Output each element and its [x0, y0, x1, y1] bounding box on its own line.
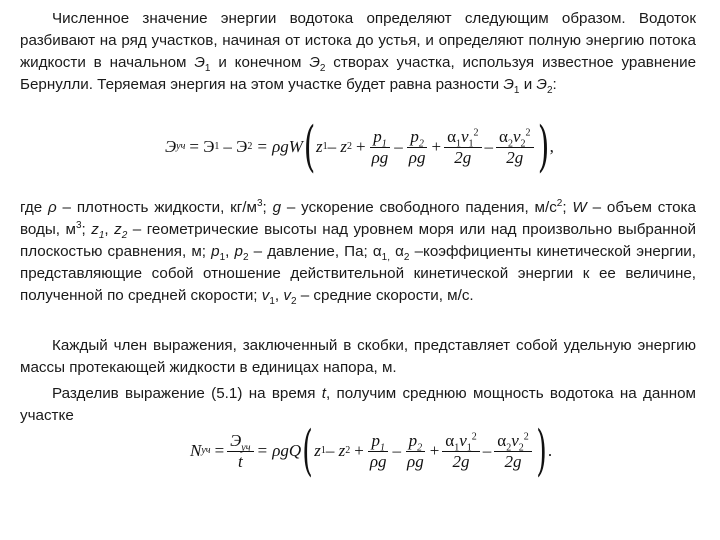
symbol-energy: Э [503, 76, 514, 93]
formula-punctuation: , [549, 137, 554, 156]
fraction-kinetic-1: $\frac{\alpha_1v_1^2}{2g}$ [444, 127, 481, 168]
fraction-kinetic-2: $\frac{\alpha_2v_2^2}{2g}$ [496, 127, 533, 168]
formula-term: z [316, 137, 323, 156]
formula-term: – Э [223, 137, 248, 156]
fraction-energy-time: $\frac{Э_{уч}}{t}$ [227, 431, 253, 472]
close-paren: ) [537, 115, 549, 178]
formula-operator: – [394, 137, 403, 156]
subscript: 2 [546, 85, 553, 97]
formula-term: – z [325, 441, 346, 460]
paragraph-definitions: где ρ – плотность жидкости, $кг/м^3$; g – ускорение свободного падения, $м/с^2$; W – объем стока воды, $м^3$; $z_1$, $z_2$ – геометрические высоты над уровнем моря или над произвольно выбранной плоскостью сравнения, м; $p_1$, $p_2$ – давление, Па; $\alpha_{1,}$ $\alpha_2$ –коэффициенты кинетической энергии, представляющие собой отношение действительной кинетической энергии к ее величине, полученной по средней скорости; $v_1$, $v_2$ – средние скорости, м/с. [20, 197, 697, 308]
text-run: и конечном [210, 54, 310, 71]
formula-term: = ρgW [256, 137, 303, 156]
fraction-p2: $\frac{p_2}{\rho g}$ [408, 126, 426, 167]
fraction-p2: $\frac{p_2}{\rho g}$ [407, 430, 424, 471]
symbol-energy: Э [536, 76, 547, 93]
formula-term: Э [165, 137, 177, 156]
subscript: 2 [319, 63, 326, 75]
formula-operator: + [429, 441, 440, 460]
open-paren: ( [303, 115, 316, 178]
paragraph-specific-energy: Каждый член выражения, заключенный в скобки, представляет собой удельную энергию массы протекающей жидкости в единицах напора, м. [20, 337, 696, 376]
subscript: 1 [204, 63, 211, 75]
fraction-kinetic-1: $\frac{\alpha_1v_1^2}{2g}$ [442, 431, 479, 472]
paragraph-intro [20, 8, 696, 96]
text-run: створах участка, используя известное уравнение Бернулли. Теряемая энергия на этом участке будет равна разности [20, 54, 697, 93]
paragraph-power: Разделив выражение (5.1) на время t, получим среднюю мощность водотока на данном участке [20, 385, 696, 424]
text-run: и [519, 76, 537, 93]
formula-power: N уч = $\frac{Э_{уч}}{t}$ = ρgQ ( z 1 – z 2 + $\frac{p_1}{\rho g}$ – $\frac{p_2}{\rho g}$ + $\frac{\alpha_1v_1^2}{2g}$ – $\frac{\alpha_2v_2^2}{2g}$ ) . [190, 419, 553, 482]
symbol-energy: Э [194, 54, 205, 71]
subscript: 1 [513, 85, 520, 97]
formula-energy-loss: Э уч = Э 1 – Э 2 = ρgW ( z 1 – z 2 + $\frac{p_1}{\rho g}$ – $\frac{p_2}{\rho g}$ + $\frac{\alpha_1v_1^2}{2g}$ – $\frac{\alpha_2v_2^2}{2g}$ ) , [165, 115, 554, 178]
formula-operator: + [431, 137, 442, 156]
formula-operator: + [356, 137, 366, 156]
symbol-energy: Э [309, 54, 320, 71]
formula-punctuation: . [547, 441, 553, 460]
fraction-p1: $\frac{p_1}{\rho g}$ [371, 126, 389, 167]
formula-operator: – [484, 137, 494, 156]
formula-term: N [190, 441, 202, 460]
close-bracket: ) [536, 419, 547, 482]
formula-term: – z [327, 137, 348, 156]
formula-operator: – [392, 441, 402, 460]
formula-operator: – [482, 441, 492, 460]
formula-term: = ρgQ [256, 441, 302, 460]
open-bracket: ( [302, 419, 313, 482]
text-run: : [552, 76, 557, 93]
formula-operator: = [214, 441, 225, 460]
fraction-kinetic-2: $\frac{\alpha_2v_2^2}{2g}$ [494, 431, 531, 472]
formula-term: z [314, 441, 321, 460]
formula-term: = Э [189, 137, 215, 156]
text-run: Численное значение энергии водотока определяют следующим образом. Водоток разбивают на ряд участков, начиная от истока до устья, и определяют полную энергию потока жидкости в начальном [20, 10, 696, 71]
formula-operator: + [354, 441, 364, 460]
fraction-p1: $\frac{p_1}{\rho g}$ [369, 430, 387, 471]
